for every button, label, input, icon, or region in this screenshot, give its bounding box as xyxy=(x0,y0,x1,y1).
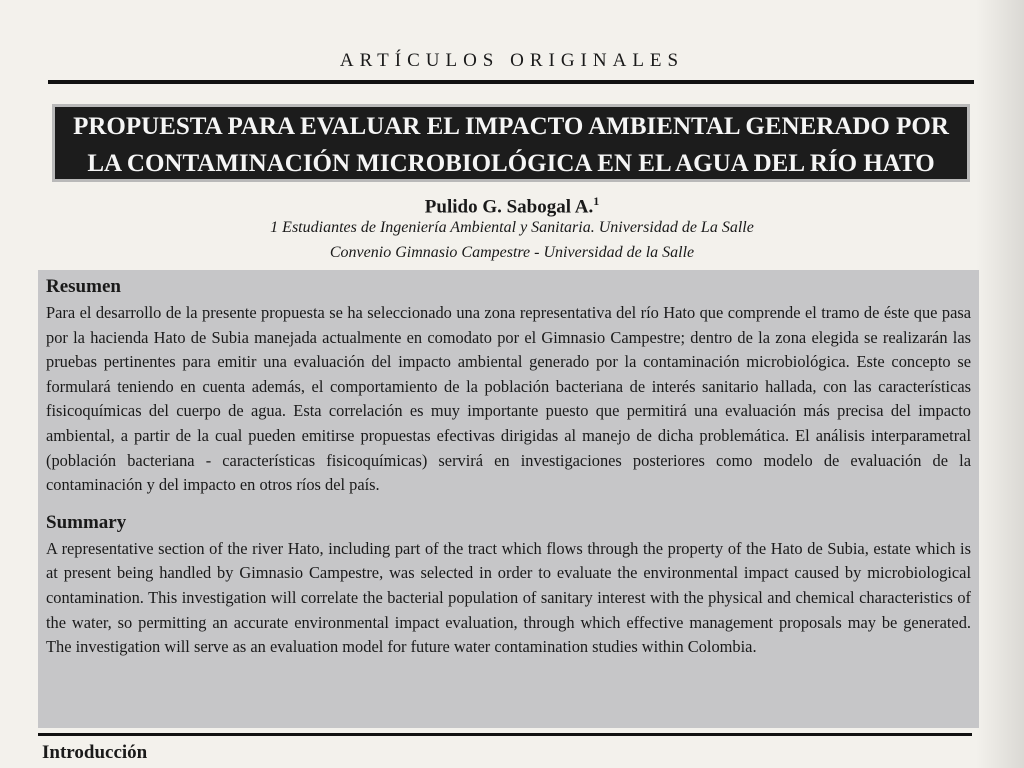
author-line xyxy=(0,194,1024,218)
page-edge-shadow xyxy=(976,0,1024,768)
resumen-text: Para el desarrollo de la presente propuesta se ha seleccionado una zona representativa del río Hato que comprende el tramo de éste que pasa por la hacienda Hato de Subia manejada actualmente en comodato por el Gimnasio Campestre; dentro de la zona elegida se realizarán las pruebas pertinentes para emitir una evaluación del impacto ambiental generado por la contaminación microbiológica. Este concepto se formulará teniendo en cuenta además, el comportamiento de la población bacteriana de interés sanitario hallada, con las características fisicoquímicas del cuerpo de agua. Esta correlación es muy importante puesto que permitirá una evaluación más precisa del impacto ambiental, a partir de la cual pueden emitirse propuestas efectivas dirigidas al manejo de dicha problemática. El análisis interparametral (población bacteriana - características fisicoquímicas) servirá en investigaciones posteriores como modelo de evaluación de la contaminación y del impacto en otros ríos del país. xyxy=(46,303,971,495)
introduccion-heading: Introducción xyxy=(42,742,148,763)
section-rule xyxy=(38,733,972,736)
affiliation-2: Convenio Gimnasio Campestre - Universidad de la Salle xyxy=(329,244,695,261)
title-line-2: LA CONTAMINACIÓN MICROBIOLÓGICA EN EL AGUA DEL RÍO HATO xyxy=(87,150,935,177)
abstract-box xyxy=(38,270,979,728)
affiliation-1: 1 Estudiantes de Ingeniería Ambiental y Sanitaria. Universidad de La Salle xyxy=(270,219,754,236)
resumen-heading: Resumen xyxy=(46,276,121,297)
author-names: Pulido G. Sabogal A. xyxy=(424,196,594,218)
article-title xyxy=(52,104,970,182)
author-footnote-mark: 1 xyxy=(593,194,600,208)
summary-text: A representative section of the river Hato, including part of the tract which flows through the property of the Hato de Subia, estate which is at present being handled by Gimnasio Campestre, was selected in order to evaluate the environmental impact caused by microbiological contamination. This investigation will correlate the bacterial population of sanitary interest with the physical and chemical characteristics of the water, so permitting an accurate environmental impact evaluation, through which effective management proposals may be generated. The investigation will serve as an evaluation model for future water contamination studies within Colombia. xyxy=(46,538,971,657)
summary-heading: Summary xyxy=(46,511,127,533)
abstract-spacer xyxy=(46,498,971,512)
section-header: ARTÍCULOS ORIGINALES xyxy=(339,50,685,71)
header-rule xyxy=(48,80,974,84)
title-line-1: PROPUESTA PARA EVALUAR EL IMPACTO AMBIENTAL GENERADO POR xyxy=(73,113,949,140)
